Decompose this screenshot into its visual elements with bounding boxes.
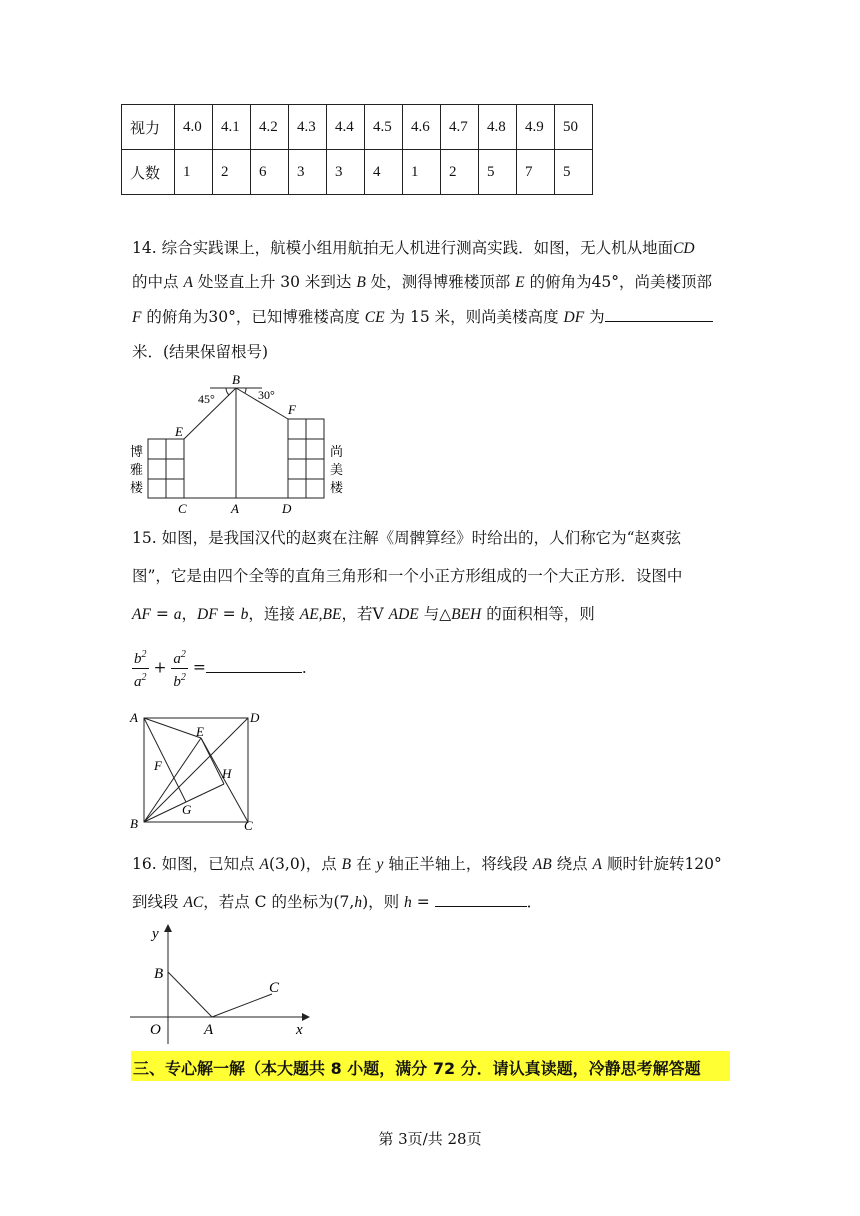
q14-figure <box>118 372 358 517</box>
label-D: D <box>282 501 292 516</box>
plus-sign: + <box>153 658 167 677</box>
math-var: DF <box>563 309 585 326</box>
text-run: ，若V <box>341 605 389 623</box>
text-run: 16. 如图，已知点 <box>132 855 260 873</box>
q16-line-1 <box>132 852 722 874</box>
text-run: = <box>217 605 241 623</box>
text-run: 14. 综合实践课上，航模小组用航拍无人机进行测高实践．如图，无人机从地面 <box>132 239 674 257</box>
math-var: BEH <box>451 606 482 623</box>
math-var: ADE <box>388 606 419 623</box>
table-cell: 4.2 <box>251 105 289 150</box>
math-var: A <box>183 274 193 291</box>
math-var: y <box>376 856 384 873</box>
section-three-text: 三、专心解一解（本大题共 8 小题，满分 72 分．请认真读题，冷静思考解答题 <box>133 1059 701 1078</box>
q14-line-2 <box>132 270 712 292</box>
table-cell: 4 <box>365 150 403 195</box>
math-var: CD <box>673 240 695 257</box>
q15-figure <box>126 706 266 832</box>
text-run: ，若点 C 的坐标为 <box>203 893 334 911</box>
answer-blank[interactable] <box>435 890 527 907</box>
table-row <box>122 105 593 150</box>
math-var: CE <box>364 309 385 326</box>
equals-sign: = <box>192 658 206 677</box>
text-run: ，点 <box>305 855 342 873</box>
text-run: 处，测得博雅楼顶部 <box>365 273 516 291</box>
text-run: 顺时针旋转120° <box>602 855 722 873</box>
q15-line-1: 15. 如图，是我国汉代的赵爽在注解《周髀算经》时给出的，人们称它为“赵爽弦 <box>132 529 682 547</box>
text-run: 为 <box>584 308 605 326</box>
table-cell: 4.0 <box>175 105 213 150</box>
text-run: 的俯角为30°，已知博雅楼高度 <box>141 308 365 326</box>
label-G: G <box>182 802 192 817</box>
text-run: 为 15 米，则尚美楼高度 <box>384 308 564 326</box>
math-var: AB <box>532 856 552 873</box>
label-A: A <box>130 710 138 725</box>
text-run: )，则 <box>362 893 405 911</box>
label-angle-30: 30° <box>258 388 275 402</box>
table-cell: 3 <box>327 150 365 195</box>
q16-figure <box>126 922 326 1046</box>
math-var: A <box>592 856 603 873</box>
label-mei: 美 <box>330 462 344 477</box>
math-var: A <box>259 856 269 873</box>
math-var: b <box>240 606 249 623</box>
math-var: DF <box>197 606 218 623</box>
table-cell: 2 <box>213 150 251 195</box>
math-var: B <box>356 274 366 291</box>
table-header-cell: 视力 <box>122 105 175 150</box>
label-B: B <box>130 816 138 831</box>
table-row <box>122 150 593 195</box>
section-three-heading <box>131 1051 730 1081</box>
table-cell: 1 <box>175 150 213 195</box>
label-H: H <box>222 766 232 781</box>
table-cell: 6 <box>251 150 289 195</box>
math-var: E <box>515 274 525 291</box>
q15-line-3 <box>132 602 595 624</box>
table-cell: 4.9 <box>517 105 555 150</box>
table-cell: 7 <box>517 150 555 195</box>
label-y-axis: y <box>152 926 159 942</box>
label-O: O <box>150 1022 161 1038</box>
table-cell: 4.5 <box>365 105 403 150</box>
table-cell: 5 <box>555 150 593 195</box>
table-cell: 4.3 <box>289 105 327 150</box>
math-var: a <box>173 606 182 623</box>
text-run: (3,0) <box>268 855 306 873</box>
table-cell: 5 <box>479 150 517 195</box>
q15-formula <box>132 646 317 691</box>
label-lou2: 楼 <box>330 480 344 495</box>
vision-table <box>121 104 593 195</box>
math-var: AE,BE <box>299 606 342 623</box>
label-B: B <box>232 372 240 387</box>
text-run: ． <box>526 893 543 911</box>
table-cell: 3 <box>289 150 327 195</box>
fraction-b2-a2: $\frac{b^2}{a^2}$ <box>132 646 149 691</box>
q16-line-2 <box>132 890 542 912</box>
text-run: 绕点 <box>551 855 593 873</box>
label-E: E <box>175 424 183 439</box>
q15-line-2: 图”，它是由四个全等的直角三角形和一个小正方形组成的一个大正方形．设图中 <box>132 567 683 585</box>
text-run: = <box>150 605 174 623</box>
text-run: = <box>411 893 435 911</box>
label-ya: 雅 <box>130 462 144 477</box>
table-cell: 4.8 <box>479 105 517 150</box>
text-run: 的中点 <box>132 273 184 291</box>
label-E: E <box>196 724 204 739</box>
table-header-cell: 人数 <box>122 150 175 195</box>
text-run: 的俯角为45°，尚美楼顶部 <box>524 273 713 291</box>
math-var: h <box>354 894 363 911</box>
label-C: C <box>178 501 187 516</box>
label-C: C <box>269 980 280 996</box>
table-cell: 1 <box>403 150 441 195</box>
math-var: F <box>132 309 142 326</box>
math-var: AF <box>132 606 151 623</box>
text-run: (7, <box>333 893 355 911</box>
q14-line-1 <box>132 236 695 258</box>
label-F: F <box>288 402 296 417</box>
answer-blank[interactable] <box>206 656 302 673</box>
label-F: F <box>154 758 162 773</box>
label-D: D <box>250 710 260 725</box>
fraction-a2-b2: $\frac{a^2}{b^2}$ <box>171 646 188 691</box>
text-run: ， <box>181 605 198 623</box>
page-footer: 第 3页/共 28页 <box>378 1130 482 1148</box>
text-run: 到线段 <box>132 893 184 911</box>
math-var: h <box>404 894 412 911</box>
table-cell: 4.7 <box>441 105 479 150</box>
answer-blank[interactable] <box>605 305 713 322</box>
label-A: A <box>204 1022 214 1038</box>
label-C: C <box>244 818 253 832</box>
label-B: B <box>154 966 164 982</box>
q14-line-3 <box>132 305 713 327</box>
label-shang: 尚 <box>330 444 344 459</box>
text-run: ，连接 <box>248 605 300 623</box>
label-bo: 博 <box>130 444 144 459</box>
table-cell: 4.6 <box>403 105 441 150</box>
table-cell: 2 <box>441 150 479 195</box>
text-run: 轴正半轴上，将线段 <box>383 855 533 873</box>
label-angle-45: 45° <box>198 392 215 406</box>
text-run: ． <box>301 658 318 677</box>
label-x-axis: x <box>296 1022 303 1038</box>
text-run: 的面积相等，则 <box>481 605 595 623</box>
q14-line-4: 米．(结果保留根号) <box>132 343 269 361</box>
text-run: 与△ <box>418 605 452 623</box>
math-var: B <box>341 856 352 873</box>
table-cell: 4.1 <box>213 105 251 150</box>
label-A: A <box>231 501 239 516</box>
table-cell: 50 <box>555 105 593 150</box>
label-lou: 楼 <box>130 480 144 495</box>
text-run: 在 <box>351 855 377 873</box>
text-run: 处竖直上升 30 米到达 <box>192 273 357 291</box>
table-cell: 4.4 <box>327 105 365 150</box>
math-var: AC <box>183 894 204 911</box>
